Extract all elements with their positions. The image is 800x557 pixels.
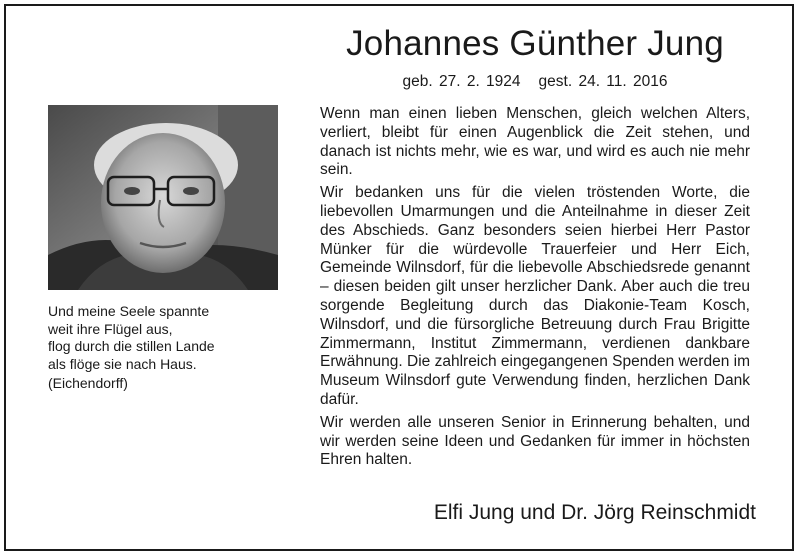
portrait-photo-icon bbox=[48, 105, 278, 290]
body-paragraph: Wir bedanken uns für die vielen tröstenden Worte, die liebevollen Umarmungen und die Anteilnahme in dieser Zeit des Abschieds. Ganz besonders seien hierbei Herr Pastor Münker für die würdevolle Trauerfeier und Herr Eich, Gemeinde Wilnsdorf, für die liebevolle Abschiedsrede genannt – diesen beiden gilt unser herzlicher Dank. Aber auch die treu sorgende Begleitung durch das Diakonie-Team Kosch, Wilnsdorf, und die fürsorgliche Betreuung durch Frau Brigitte Zimmermann, Institut Zimmermann, verdienen dankbare Erwähnung. Die zahlreich eingegangenen Spenden werden im Museum Wilnsdorf gute Verwendung finden, herzlichen Dank dafür. bbox=[320, 184, 750, 408]
death-date: gest. 24. 11. 2016 bbox=[538, 73, 668, 90]
poem-line: weit ihre Flügel aus, bbox=[48, 320, 173, 337]
deceased-name: Johannes Günther Jung bbox=[346, 24, 724, 63]
poem bbox=[48, 303, 288, 393]
poem-line: als flöge sie nach Haus. bbox=[48, 355, 197, 372]
poem-line: flog durch die stillen Lande bbox=[48, 338, 215, 354]
birth-date: geb. 27. 2. 1924 bbox=[402, 73, 521, 90]
body-paragraph: Wenn man einen lieben Menschen, gleich welchen Alters, verliert, bleibt für einen Augenblick die Zeit stehen, und danach ist nichts mehr, wie es war, und wird es auch nie mehr sein. bbox=[320, 105, 750, 179]
signature: Elfi Jung und Dr. Jörg Reinschmidt bbox=[433, 501, 756, 524]
life-dates bbox=[300, 72, 770, 92]
poem-author: (Eichendorff) bbox=[48, 375, 128, 391]
body-paragraph: Wir werden alle unseren Senior in Erinnerung behalten, und wir werden seine Ideen und Gedanken für immer in höchsten Ehren halten. bbox=[320, 413, 750, 469]
portrait-photo bbox=[48, 105, 278, 290]
obituary-text bbox=[320, 105, 750, 474]
poem-line: Und meine Seele spannte bbox=[48, 303, 210, 319]
